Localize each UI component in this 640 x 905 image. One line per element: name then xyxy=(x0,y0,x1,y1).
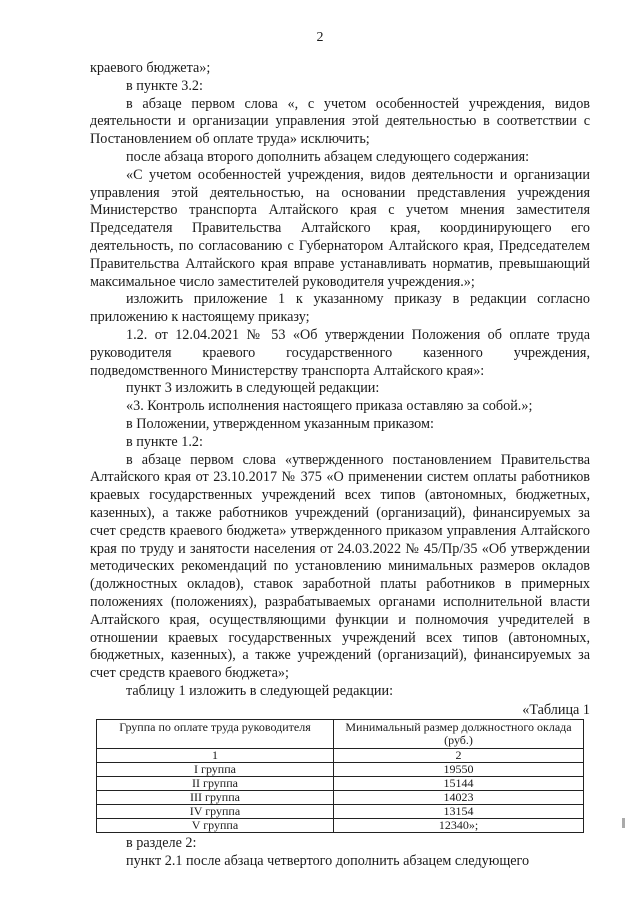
paragraph: в пункте 1.2: xyxy=(126,433,203,450)
table-row xyxy=(97,791,584,805)
table-cell: V группа xyxy=(97,819,334,833)
paragraph: краевого бюджета»; xyxy=(90,60,211,76)
paragraph: «С учетом особенностей учреждения, видов деятельности и организации управления этой деятельностью, на основании представления учреждения Министерство транспорта Алтайского края с учетом мнения заместителя Председателя Правительства Алтайского края, координирующего его деятельность, по согласованию с Губернатором Алтайского края, Председателем Правительства Алтайского края вправе устанавливать норматив, превышающий максимальное число заместителей руководителя учреждения.»; xyxy=(90,166,590,290)
table-row xyxy=(97,805,584,819)
scan-mark xyxy=(622,818,625,828)
table-cell: 14023 xyxy=(334,791,584,805)
paragraph: в абзаце первом слова «утвержденного постановлением Правительства Алтайского края от 23.10.2017 № 375 «О применении систем оплаты работников краевых государственных учреждений всех типов (автономных, бюджетных, казенных), а также работников учреждений (организаций), финансируемых за счет средств краевого бюджета» утвержденного приказом управления Алтайского края по труду и занятости населения от 24.03.2022 № 45/Пр/35 «Об утверждении методических рекомендаций по установлению минимальных размеров окладов (должностных окладов), ставок заработной платы работников в примерных положениях (положениях), разрабатываемых органами исполнительной власти Алтайского края, осуществляющими функции и полномочия учредителей в отношении краевых государственных учреждений всех типов (автономных, бюджетных, казенных), а также учреждений (организаций), финансируемых за счет средств краевого бюджета»; xyxy=(90,451,590,682)
paragraph: «3. Контроль исполнения настоящего приказа оставляю за собой.»; xyxy=(126,398,533,415)
table-caption: «Таблица 1 xyxy=(522,701,590,718)
table-numbering-row xyxy=(97,749,584,763)
table-cell: 15144 xyxy=(334,777,584,791)
table-cell: 12340»; xyxy=(334,819,584,833)
table-cell: II группа xyxy=(97,777,334,791)
table-row xyxy=(97,819,584,833)
page-number: 2 xyxy=(316,30,324,45)
table-cell: IV группа xyxy=(97,805,334,819)
paragraph: в разделе 2: xyxy=(126,835,197,852)
salary-table xyxy=(96,719,584,833)
table-cell: 19550 xyxy=(334,763,584,777)
paragraph: в абзаце первом слова «, с учетом особенностей учреждения, видов деятельности и организации управления этой деятельностью в соответствии с Постановлением об оплате труда» исключить; xyxy=(90,95,590,148)
paragraph: после абзаца второго дополнить абзацем следующего содержания: xyxy=(126,148,530,165)
table-cell: 13154 xyxy=(334,805,584,819)
table-row xyxy=(97,777,584,791)
paragraph: пункт 2.1 после абзаца четвертого дополнить абзацем следующего xyxy=(126,853,530,870)
paragraph: изложить приложение 1 к указанному приказу в редакции согласно приложению к настоящему приказу; xyxy=(90,291,590,326)
table-row xyxy=(97,763,584,777)
paragraph: в Положении, утвержденном указанным приказом: xyxy=(126,415,434,432)
table-header-cell: Минимальный размер должностного оклада (руб.) xyxy=(334,720,584,749)
table-header-row xyxy=(97,720,584,749)
paragraph: пункт 3 изложить в следующей редакции: xyxy=(126,380,380,397)
document-body xyxy=(90,60,590,871)
paragraph: таблицу 1 изложить в следующей редакции: xyxy=(126,682,394,699)
table-cell: 2 xyxy=(334,749,584,763)
table-cell: I группа xyxy=(97,763,334,777)
paragraph: в пункте 3.2: xyxy=(126,77,203,94)
paragraph: 1.2. от 12.04.2021 № 53 «Об утверждении Положения об оплате труда руководителя краевого государственного казенного учреждения, подведомственного Министерству транспорта Алтайского края»: xyxy=(90,326,590,379)
table-cell: III группа xyxy=(97,791,334,805)
table-header-cell: Группа по оплате труда руководителя xyxy=(97,720,334,749)
table-cell: 1 xyxy=(97,749,334,763)
